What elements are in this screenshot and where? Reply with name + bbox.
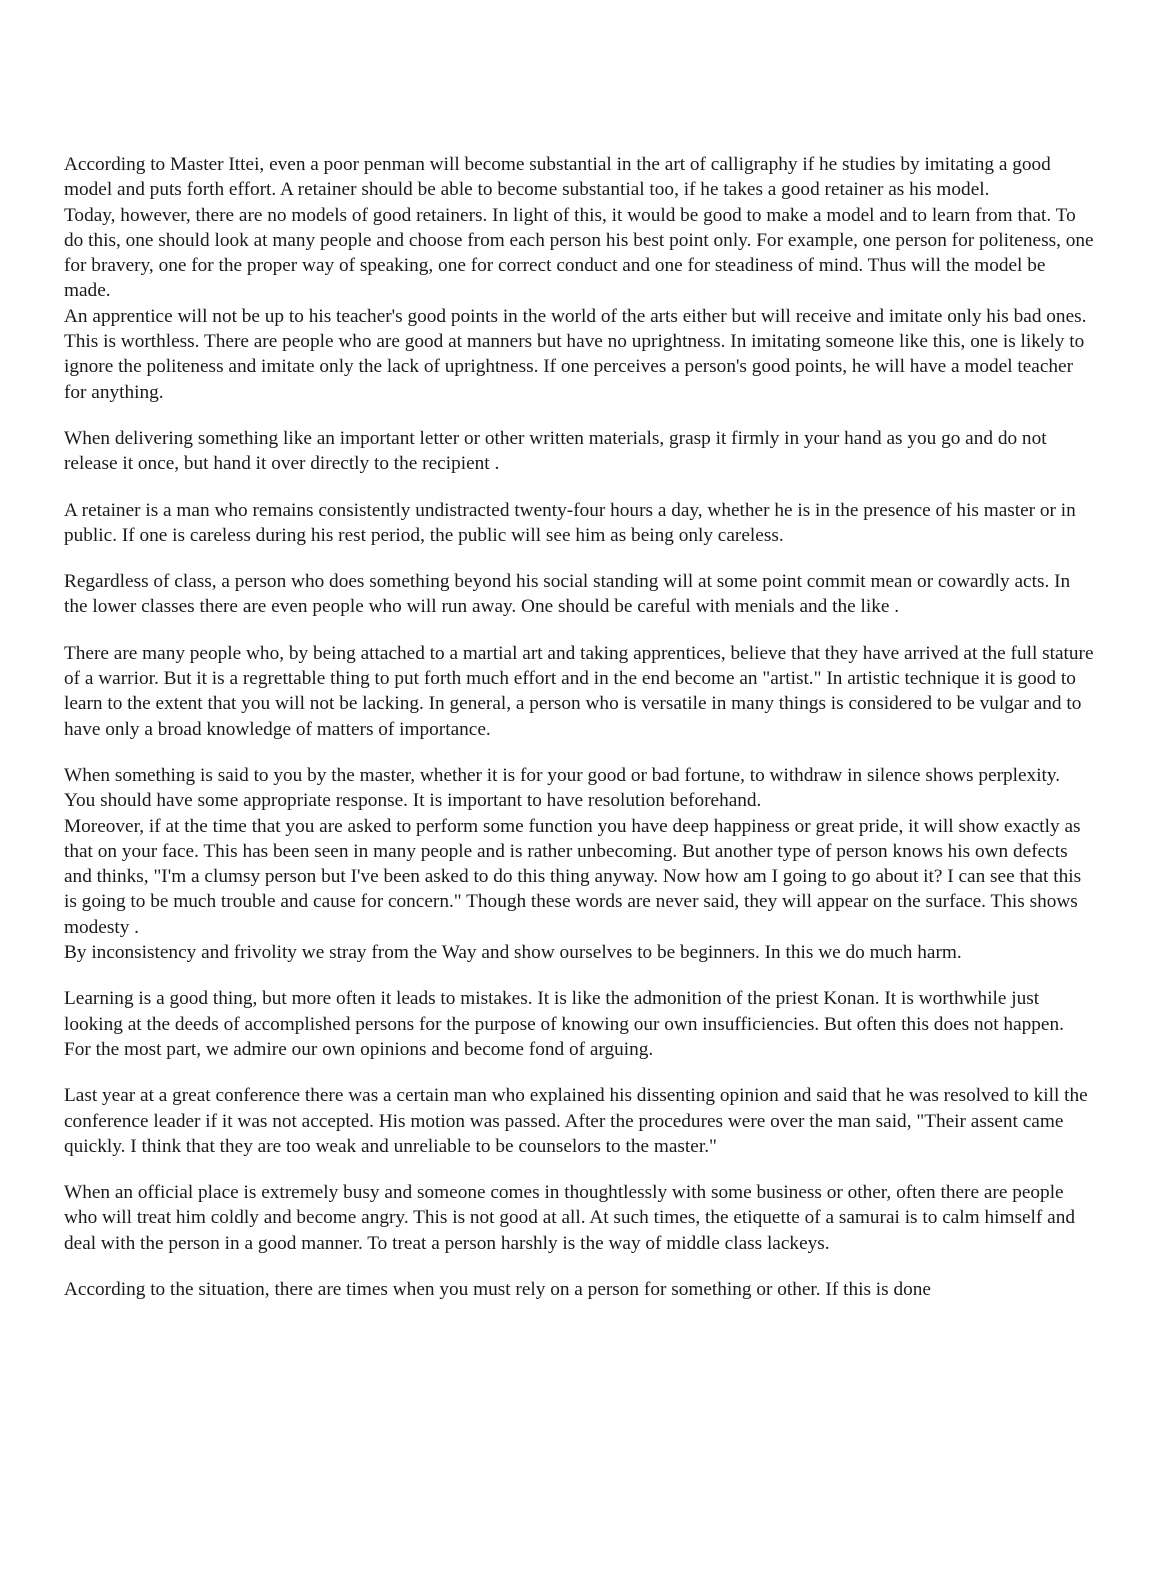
section-delivering-letters: [64, 426, 1094, 477]
paragraph: A retainer is a man who remains consistently undistracted twenty-four hours a day, whether he is in the presence of his master or in public. If one is careless during his rest period, the public will see him as being only careless.: [64, 499, 1076, 546]
paragraph: Regardless of class, a person who does something beyond his social standing will at some point commit mean or cowardly acts. In the lower classes there are even people who will run away. One should be careful with menials and the like .: [64, 571, 1071, 618]
paragraph: Moreover, if at the time that you are asked to perform some function you have deep happiness or great pride, it will show exactly as that on your face. This has been seen in many people and is rather unbecoming. But another type of person knows his own defects and thinks, "I'm a clumsy person but I've been asked to do this thing anyway. Now how am I going to go about it? I can see that this is going to be much trouble and cause for concern." Though these words are never said, they will appear on the surface. This shows modesty .: [64, 815, 1082, 938]
section-social-standing: [64, 569, 1094, 620]
paragraph: According to the situation, there are times when you must rely on a person for something or other. If this is done: [64, 1278, 931, 1300]
paragraph: An apprentice will not be up to his teacher's good points in the world of the arts either but will receive and imitate only his bad ones. This is worthless. There are people who are good at manners but have no uprightness. In imitating someone like this, one is likely to ignore the politeness and imitate only the lack of uprightness. If one perceives a person's good points, he will have a model teacher for anything.: [64, 305, 1087, 403]
section-relying-on-person: [64, 1277, 1094, 1302]
paragraph: Today, however, there are no models of good retainers. In light of this, it would be good to make a model and to learn from that. To do this, one should look at many people and choose from each person his best point only. For example, one person for politeness, one for bravery, one for the proper way of speaking, one for correct conduct and one for steadiness of mind. Thus will the model be made.: [64, 204, 1094, 302]
paragraph: When something is said to you by the master, whether it is for your good or bad fortune, to withdraw in silence shows perplexity. You should have some appropriate response. It is important to have resolution beforehand.: [64, 764, 1061, 812]
section-official-place: [64, 1180, 1094, 1256]
paragraph: Learning is a good thing, but more often it leads to mistakes. It is like the admonition of the priest Konan. It is worthwhile just looking at the deeds of accomplished persons for the purpose of knowing our own insufficiencies. But often this does not happen. For the most part, we admire our own opinions and become fond of arguing.: [64, 988, 1064, 1060]
section-response-to-master: [64, 763, 1094, 965]
paragraph: By inconsistency and frivolity we stray from the Way and show ourselves to be beginners. In this we do much harm.: [64, 942, 962, 964]
paragraph: When delivering something like an important letter or other written materials, grasp it firmly in your hand as you go and do not release it once, but hand it over directly to the recipient .: [64, 427, 1047, 475]
paragraph: There are many people who, by being attached to a martial art and taking apprentices, believe that they have arrived at the full stature of a warrior. But it is a regrettable thing to put forth much effort and in the end become an "artist." In artistic technique it is good to learn to the extent that you will not be lacking. In general, a person who is versatile in many things is considered to be vulgar and to have only a broad knowledge of matters of importance.: [64, 642, 1094, 740]
section-undistracted-retainer: [64, 498, 1094, 549]
section-conference: [64, 1083, 1094, 1159]
paragraph: Last year at a great conference there was a certain man who explained his dissenting opinion and said that he was resolved to kill the conference leader if it was not accepted. His motion was passed. After the procedures were over the man said, "Their assent came quickly. I think that they are too weak and unreliable to be counselors to the master.": [64, 1085, 1088, 1157]
body-text: [64, 152, 1094, 1323]
section-model-retainer: [64, 152, 1094, 405]
section-learning: [64, 986, 1094, 1062]
paragraph: When an official place is extremely busy and someone comes in thoughtlessly with some business or other, often there are people who will treat him coldly and become angry. This is not good at all. At such times, the etiquette of a samurai is to calm himself and deal with the person in a good manner. To treat a person harshly is the way of middle class lackeys.: [64, 1182, 1075, 1254]
section-martial-art: [64, 641, 1094, 742]
paragraph: According to Master Ittei, even a poor penman will become substantial in the art of calligraphy if he studies by imitating a good model and puts forth effort. A retainer should be able to become substantial too, if he takes a good retainer as his model.: [64, 154, 1051, 201]
